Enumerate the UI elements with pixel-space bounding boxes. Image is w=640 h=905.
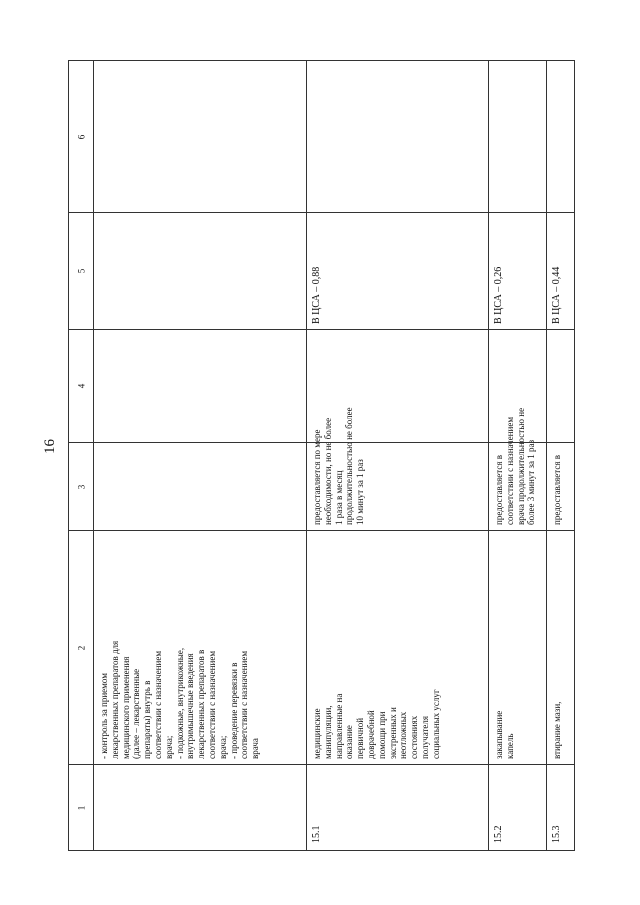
row3-desc-text: предоставляется в: [552, 455, 562, 525]
row3-col-6: [547, 61, 575, 213]
table-row-15-3: [547, 61, 575, 851]
row1-num-text: 15.1: [311, 825, 322, 843]
row3-name-text: втирание мази,: [552, 701, 562, 759]
row2-col-4: [489, 330, 547, 443]
page-number-text: 16: [41, 438, 58, 454]
table-row-15-1: [307, 61, 489, 851]
header-label-2: 2: [76, 645, 86, 650]
row0-col-4: [94, 330, 307, 443]
header-cell-6: [69, 61, 94, 213]
table-row-continuation: [94, 61, 307, 851]
header-label-5: 5: [76, 268, 86, 274]
row0-col-5: [94, 213, 307, 330]
row1-desc-text: предоставляется по мере необходимости, но не более 1 раза в месяц продолжительностью не более 10 минут за 1 раз: [312, 407, 366, 525]
row3-num-text: 15.3: [551, 825, 562, 843]
row1-col-4: [307, 330, 489, 443]
services-table: [68, 60, 575, 851]
row2-num-text: 15.2: [493, 825, 504, 843]
row3-col5-text: В ЦСА – 0,44: [551, 266, 562, 324]
row1-col-5: [307, 213, 489, 330]
row1-col-6: [307, 61, 489, 213]
row2-col5-text: В ЦСА – 0,26: [493, 266, 504, 324]
header-label-6: 6: [76, 134, 86, 139]
header-cell-3: [69, 443, 94, 531]
row0-col-6: [94, 61, 307, 213]
header-cell-5: [69, 213, 94, 330]
row1-col5-text: В ЦСА – 0,88: [311, 266, 322, 324]
header-cell-2: [69, 531, 94, 765]
row0-col-num: [94, 765, 307, 851]
header-cell-1: [69, 765, 94, 851]
header-label-3: 3: [76, 484, 86, 489]
row2-name-text: закапывание капель: [494, 710, 515, 759]
row3-col-4: [547, 330, 575, 443]
header-label-4: 4: [76, 383, 86, 389]
header-cell-4: [69, 330, 94, 443]
row1-name-text: медицинские манипуляции, направленные на оказание первичной доврачебной помощи при экстренных и неотложных состояниях получателя социальных услуг: [312, 689, 441, 759]
row0-col-desc: [94, 443, 307, 531]
row0-desc-text: - контроль за приемом лекарственных препаратов для медицинского применения (далее – лекарственные препараты) внутрь в соответствии с назначением врача; - подкожные, внутрикожные, внутримышечные введения лекарственных препаратов в соответствии с назначением врача; - проведение перевязки в соответствии с назначением врача: [99, 640, 261, 759]
page-number: [40, 426, 60, 466]
row2-desc-text: предоставляется в соответствии с назначением врача продолжительностью не более 3 минут за 1 раз: [494, 407, 537, 525]
row2-col-6: [489, 61, 547, 213]
header-label-1: 1: [76, 805, 86, 810]
table-row-15-2: [489, 61, 547, 851]
